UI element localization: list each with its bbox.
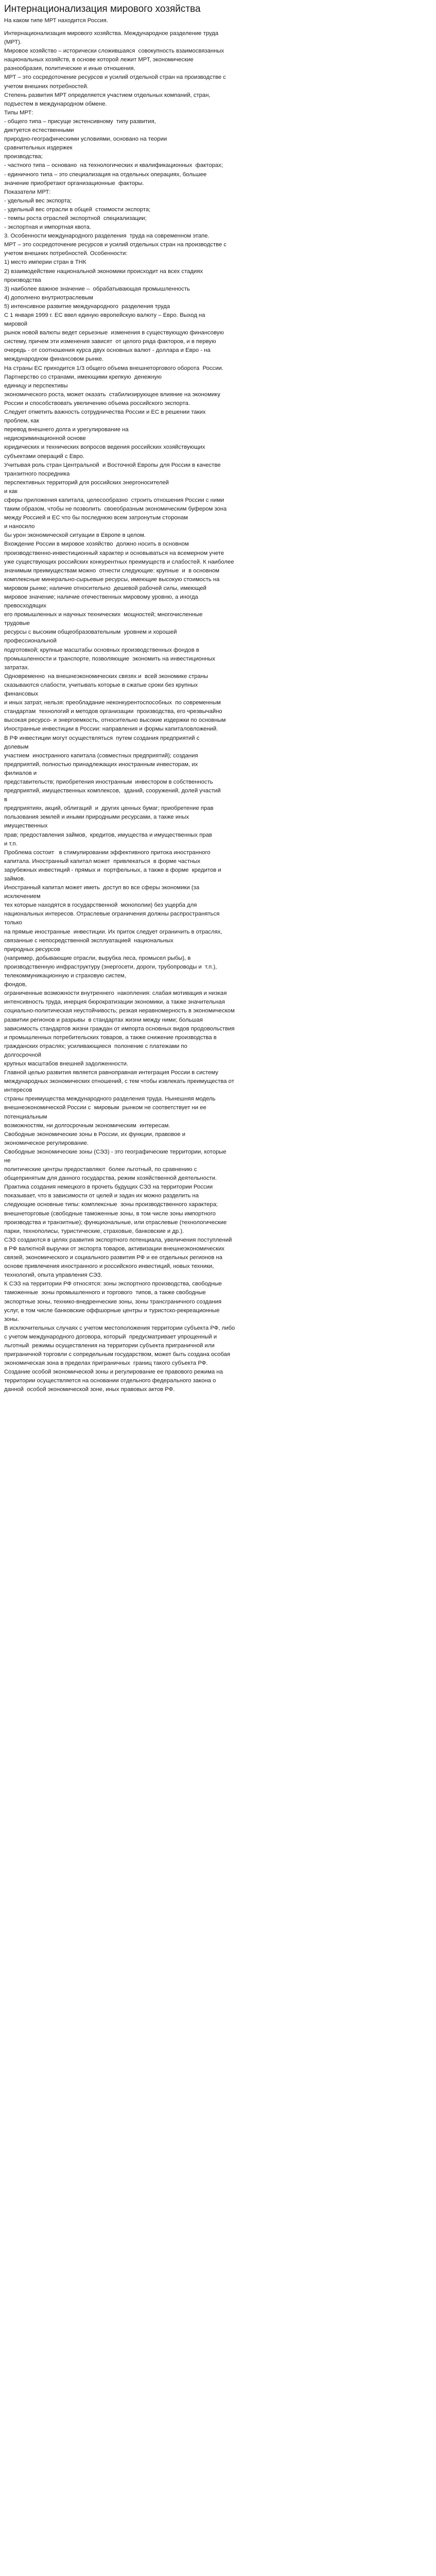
text-line: Вхождение России в мировое хозяйство должно носить в основном — [4, 541, 189, 548]
text-line: потенциальным — [4, 1113, 47, 1120]
text-line: тех которые находятся в государственной монополии) без ущерба для — [4, 902, 197, 909]
text-line: займов. — [4, 876, 25, 882]
text-line: В исключительных случаях с учетом местоположения территории субъекта РФ, либо — [4, 1325, 235, 1331]
text-line: мировой — [4, 321, 28, 328]
text-line: юридических и технических вопросов ведения российских хозяйствующих — [4, 444, 205, 451]
text-line: приграничной торговли с сопредельным государством, может быть создана особая — [4, 1351, 230, 1358]
text-line: международном финансовом рынке. — [4, 356, 104, 363]
text-line: Степень развития МРТ определяется участием отдельных компаний, стран, — [4, 92, 211, 98]
text-line: международных экономических отношений, с тем чтобы извлекать преимущества от — [4, 1078, 234, 1085]
text-line: интересов — [4, 1087, 32, 1094]
text-line: в — [4, 796, 8, 803]
text-line: 4) дополнено внутриотраслевым — [4, 294, 93, 301]
text-line: значение приобретают организационные факторы. — [4, 180, 144, 187]
text-line: Главной целью развития является равноправная интеграция России в систему — [4, 1070, 218, 1076]
text-line: страны преимущества международного разделения труда. Нынешняя модель — [4, 1096, 216, 1103]
text-line: (например, добывающие отрасли, вырубка леса, промысел рыбы), в — [4, 955, 191, 961]
text-line: уже существующих российских конкурентных преимуществ и слабостей. К наиболее — [4, 558, 234, 565]
text-line: - частного типа – основано на технологических и квалификационных факторах; — [4, 162, 223, 169]
text-line: капитала. Иностранный капитал может привлекаться в форме частных — [4, 858, 201, 865]
text-line: Мировое хозяйство – исторически сложившаяся совокупность взаимосвязанных — [4, 48, 224, 55]
text-line: ограниченные возможности внутреннего накопления: слабая мотивация и низкая — [4, 990, 227, 997]
text-line: МРТ – это сосредоточение ресурсов и усилий отдельной стран на производстве с — [4, 74, 226, 81]
text-line: природных ресурсов — [4, 946, 60, 953]
text-line: рынок новой валюты ведет серьезные изменения в существующую финансовую — [4, 330, 224, 336]
text-line: разнообразия, политические и иные отношения. — [4, 65, 135, 72]
text-line: единицу и перспективы — [4, 382, 68, 389]
text-line: На страны ЕС приходится 1/3 общего объема внешнеторгового оборота России. — [4, 365, 223, 371]
text-line: трудовые — [4, 620, 30, 627]
text-line: таможенные зоны промышленного и торгового типов, а также свободные — [4, 1290, 206, 1296]
text-line: экономического роста, может оказать стабилизирующее влияние на экономику — [4, 391, 221, 398]
text-line: основе привлечения иностранного и российского инвестиций, новых техники, — [4, 1263, 214, 1270]
text-line: СЭЗ создаются в целях развития экспортного потенциала, увеличения поступлений — [4, 1236, 232, 1243]
text-line: учетом внешних потребностей. — [4, 83, 89, 90]
text-line: связей, экономического и социального развития РФ и ее отдельных регионов на — [4, 1255, 222, 1261]
text-line: мировое значение; наличие отечественных мировому уровню, а иногда — [4, 594, 198, 600]
text-line: следующие основные типы: комплексные зоны производственного характера; — [4, 1201, 218, 1208]
text-line: 3) наиболее важное значение – обрабатывающая промышленность — [4, 285, 190, 292]
text-line: в РФ валютной выручки от экспорта товаров, активизации внешнеэкономических — [4, 1245, 225, 1252]
text-line: и наносило — [4, 523, 35, 530]
text-line: производственно-инвестиционный характер и основываться на всемерном учете — [4, 550, 224, 556]
text-line: его промышленных и научных технических мощностей; многочисленные — [4, 612, 203, 618]
text-line: России и способствовать увеличению объема российского экспорта. — [4, 400, 190, 406]
text-line: - единичного типа – это специализация на отдельных операциях, большее — [4, 171, 207, 178]
text-line: экспортные зоны, технико-внедренческие зоны, зоны трансграничного создания — [4, 1298, 222, 1305]
text-line: таким образом, чтобы не позволить своеобразным экономическим буфером зона — [4, 506, 227, 513]
text-line: участием иностранного капитала (совместных предприятий); создания — [4, 752, 198, 759]
text-line: К СЭЗ на территории РФ относятся: зоны экспортного производства, свободные — [4, 1281, 222, 1287]
text-line: Иностранные инвестиции в России: направления и формы капиталовложений. — [4, 726, 218, 733]
text-line: интенсивность труда, инерция бюрократизации экономики, а также значительная — [4, 999, 225, 1006]
text-line: комплексные минерально-сырьевые ресурсы, имеющие высокую стоимость на — [4, 576, 220, 583]
text-line: Проблема состоит в стимулировании эффективного притока иностранного — [4, 849, 211, 856]
text-line: Свободные экономические зоны (СЭЗ) - это географические территории, которые — [4, 1148, 226, 1155]
text-line: с учетом международного договора, который предусматривает упрощенный и — [4, 1333, 217, 1340]
text-line: территории осуществляется на основании отдельного федерального закона о — [4, 1378, 216, 1384]
text-line: экономическое регулирование. — [4, 1140, 89, 1146]
question-text: На каком типе МРТ находится Россия. — [4, 18, 108, 24]
text-line: 3. Особенности международного разделения труда на современном этапе. — [4, 233, 210, 240]
text-line: очередь - от соотношения курса двух основных валют - доллара и Евро - на — [4, 347, 211, 354]
text-line: общепринятым для данного государства, режим хозяйственной деятельности. — [4, 1175, 217, 1182]
text-line: и иных затрат, нельзя: преобладание неконкурентоспособных по современным — [4, 700, 221, 706]
text-line: возможностям, ни долгосрочным экономическим интересам. — [4, 1122, 170, 1129]
text-line: и как — [4, 488, 18, 495]
text-line: социально-политическая неустойчивость; резкая неравномерность в экономическом — [4, 1008, 235, 1014]
text-line: подготовкой; крупные масштабы основных производственных фондов в — [4, 647, 199, 653]
text-line: затратах. — [4, 664, 29, 671]
text-line: внешнеэкономической России с мировым рынком не соответствует ни ее — [4, 1105, 206, 1111]
text-line: между Россией и ЕС что бы последнюю всем затронутым сторонам — [4, 515, 188, 521]
text-line: Практика создания немецкого в прочеть будущих СЭЗ на территории России — [4, 1184, 213, 1191]
text-line: технологий, опыта управления СЭЗ. — [4, 1272, 102, 1279]
text-line: данной особой экономической зоне, иных правовых актов РФ. — [4, 1386, 175, 1393]
text-line: - общего типа – присуще экстенсивному типу развития, — [4, 118, 156, 125]
text-line: производственную инфраструктуру (энергосети, дороги, трубопроводы и т.п.), — [4, 963, 217, 970]
text-line: Одновременно на внешнеэкономических связях и всей экономике страны — [4, 673, 208, 680]
text-line: предприятий, имущественных комплексов, зданий, сооружений, долей участий — [4, 788, 221, 794]
text-line: Интернационализация мирового хозяйства. Международное разделение труда — [4, 30, 219, 37]
text-line: производства и транзитные); функциональные, или отраслевые (технологические — [4, 1219, 227, 1226]
text-line: недискриминационной основе — [4, 435, 86, 442]
text-line: МРТ – это сосредоточение ресурсов и усилий отдельных стран на производстве с — [4, 242, 227, 248]
text-line: парки, технополисы, туристические, страховые, банковские и др.). — [4, 1228, 184, 1234]
text-line: субъектами операций с Евро. — [4, 453, 84, 460]
text-line: - темпы роста отраслей экспортной специализации; — [4, 215, 147, 222]
text-line: превосходящих — [4, 603, 47, 609]
text-line: профессиональной — [4, 638, 57, 645]
text-line: услуг, в том числе банковские оффшорные центры и туристско-рекреационные — [4, 1307, 220, 1314]
text-line: показывает, что в зависимости от целей и задач их можно разделить на — [4, 1193, 199, 1199]
text-line: сказываются слабости, учитывать которые в сжатые сроки без крупных — [4, 682, 198, 688]
text-line: льготный режимы осуществления на территории субъекта приграничной или — [4, 1342, 215, 1349]
text-line: производства — [4, 277, 41, 283]
text-line: ресурсы с высоким общеобразовательным уровнем и хорошей — [4, 629, 177, 636]
text-line: перевод внешнего долга и урегулирование на — [4, 427, 129, 433]
text-line: природно-географическими условиями, основано на теории — [4, 136, 167, 143]
text-line: - удельный вес отрасли в общей стоимости экспорта; — [4, 206, 151, 213]
text-line: представительств; приобретения иностранным инвестором в собственность — [4, 778, 213, 785]
text-line: производства; — [4, 154, 43, 160]
document-title: Интернационализация мирового хозяйства — [4, 4, 201, 14]
text-line: - экспортная и импортная квота. — [4, 224, 92, 231]
text-line: национальных хозяйств, в основе которой лежит МРТ, экономические — [4, 57, 194, 63]
text-line: исключением — [4, 893, 41, 900]
text-line: Свободные экономические зоны в России, их функции, правовое и — [4, 1131, 186, 1138]
text-line: сферы приложения капитала, целесообразно строить отношения России с ними — [4, 497, 224, 503]
text-line: Партнерство со странами, имеющими крепкую денежную — [4, 374, 162, 380]
text-line: систему, причем эти изменения зависят от целого ряда факторов, и в первую — [4, 338, 216, 345]
text-line: 1) место империи стран в ТНК — [4, 259, 86, 266]
text-line: сравнительных издержек — [4, 145, 73, 151]
text-line: предприятий, полностью принадлежащих иностранным инвесторам, их — [4, 761, 198, 768]
text-line: Типы МРТ: — [4, 109, 33, 116]
text-line: политические центры предоставляют более льготный, по сравнению с — [4, 1166, 197, 1173]
text-line: предприятиях, акций, облигаций и других ценных бумаг; приобретение прав — [4, 805, 214, 812]
text-line: Создание особой экономической зоны и регулирование ее правового режима на — [4, 1369, 223, 1376]
text-line: развитии регионов и разрывы в стандартах жизни между ними; большая — [4, 1016, 203, 1023]
text-line: Следует отметить важность сотрудничества России и ЕС в решении таких — [4, 409, 206, 416]
text-line: Учитывая роль стран Центральной и Восточной Европы для России в качестве — [4, 462, 221, 468]
text-line: крупных масштабов внешней задолженности. — [4, 1060, 129, 1067]
text-line: перспективных территорий для российских энергоносителей — [4, 479, 169, 486]
text-line: национальных интересов. Отраслевые ограничения должны распространяться — [4, 911, 220, 918]
text-line: внешнеторговые (свободные таможенные зоны, в том числе зоны импортного — [4, 1210, 216, 1217]
text-line: бы урон экономической ситуации в Европе в целом. — [4, 532, 146, 539]
text-line: стандартам технологий и методов организации производства, его чрезвычайно — [4, 708, 222, 715]
text-line: зоны. — [4, 1316, 19, 1323]
text-line: - удельный вес экспорта; — [4, 197, 72, 204]
text-line: учетом внешних потребностей. Особенности: — [4, 250, 128, 257]
text-line: пользования землей и иными природными ресурсами, а также иных — [4, 814, 189, 821]
text-line: связанные с непосредственной эксплуатацией национальных — [4, 937, 173, 944]
text-line: только — [4, 920, 22, 926]
text-line: долевым — [4, 743, 29, 750]
text-line: прав; предоставления займов, кредитов, имущества и имущественных прав — [4, 832, 212, 838]
text-line: не — [4, 1158, 11, 1164]
text-line: зависимость стандартов жизни граждан от импорта основных видов продовольствия — [4, 1025, 235, 1032]
text-line: на прямые иностранные инвестиции. Их приток следует ограничить в отраслях, — [4, 928, 222, 935]
text-line: проблем, как — [4, 418, 39, 425]
text-line: и промышленных потребительских товаров, а также снижение производства в — [4, 1034, 217, 1041]
text-line: 5) интенсивное развитие международного разделения труда — [4, 303, 170, 310]
text-line: промышленности и транспорте, позволяющие экономить на инвестиционных — [4, 655, 216, 662]
text-line: телекоммуникационную и страховую систем, — [4, 973, 126, 979]
text-line: подъестем в международном обмене. — [4, 100, 107, 107]
text-line: Иностранный капитал может иметь доступ во все сферы экономики (за — [4, 885, 200, 891]
text-line: финансовых — [4, 691, 39, 698]
text-line: значимым преимуществам можно отнести следующие: крупные и в основном — [4, 567, 219, 574]
text-line: 2) взаимодействие национальной экономики происходит на всех стадиях — [4, 268, 203, 275]
text-line: Показатели МРТ: — [4, 189, 51, 195]
text-line: В РФ инвестиции могут осуществляться путем создания предприятий с — [4, 735, 200, 741]
text-line: С 1 января 1999 г. ЕС ввел единую европейскую валюту – Евро. Выход на — [4, 312, 205, 318]
text-line: зарубежных инвестиций - прямых и портфельных, а также в форме кредитов и — [4, 867, 221, 873]
text-line: мировом рынке; наличие относительно дешевой рабочей силы, имеющей — [4, 585, 206, 591]
text-line: транзитного посредника — [4, 470, 70, 477]
text-line: диктуется естественными — [4, 127, 74, 134]
text-line: высокая ресурсо- и энергоемкость, относительно высокие издержки по основным — [4, 717, 226, 724]
text-line: гражданских отраслях; усиливающиеся полонение с платежами по — [4, 1043, 187, 1049]
text-line: (МРТ). — [4, 39, 22, 46]
text-line: филиалов и — [4, 770, 37, 776]
text-line: и т.п. — [4, 840, 18, 847]
text-line: фондов, — [4, 981, 27, 988]
document-body — [4, 29, 432, 1395]
text-line: имущественных — [4, 823, 48, 829]
text-line: экономическая зона в пределах приграничных границ такого субъекта РФ. — [4, 1360, 208, 1367]
text-line: долгосрочной — [4, 1052, 42, 1058]
